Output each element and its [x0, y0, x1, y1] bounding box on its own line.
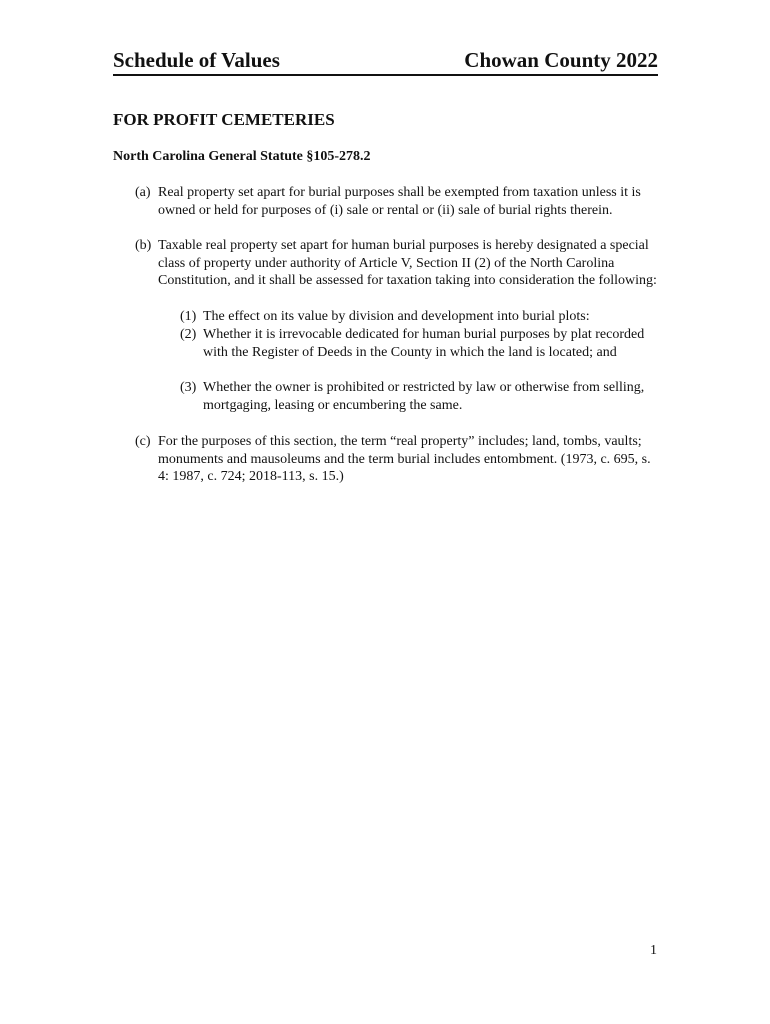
paragraph-b [135, 237, 660, 290]
paragraph-text: For the purposes of this section, the term “real property” includes; land, tombs, vaults; monuments and mausoleums and the term burial includes entombment. (1973, c. 695, s. 4: 1987, c. 724; 2018-113, s. 15.) [158, 434, 651, 485]
paragraph-text: Real property set apart for burial purposes shall be exempted from taxation unless it is owned or held for purposes of (i) sale or rental or (ii) sale of burial rights therein. [158, 185, 641, 218]
header-title-right: Chowan County 2022 [464, 48, 658, 72]
list-item-marker: (3) [180, 380, 197, 395]
paragraph-marker: (b) [135, 238, 152, 253]
section-title: FOR PROFIT CEMETERIES [113, 110, 335, 129]
page-number: 1 [650, 943, 657, 958]
list-item-text: Whether the owner is prohibited or restricted by law or otherwise from selling, mortgaging, leasing or encumbering the same. [203, 380, 645, 413]
paragraph-c [135, 433, 660, 486]
list-item-text: Whether it is irrevocable dedicated for human burial purposes by plat recorded with the Register of Deeds in the County in which the land is located; and [203, 327, 645, 360]
list-item-2 [180, 326, 650, 361]
page-header [113, 46, 658, 76]
paragraph-a [135, 184, 660, 219]
list-item-3 [180, 379, 650, 414]
statute-reference: North Carolina General Statute §105-278.2 [113, 149, 371, 164]
list-item-1 [180, 308, 650, 326]
list-item-text: The effect on its value by division and development into burial plots: [203, 309, 590, 324]
header-title-left: Schedule of Values [113, 48, 280, 72]
paragraph-marker: (a) [135, 185, 151, 200]
list-item-marker: (1) [180, 309, 197, 324]
list-item-marker: (2) [180, 327, 197, 342]
paragraph-text: Taxable real property set apart for human burial purposes is hereby designated a special class of property under authority of Article V, Section II (2) of the North Carolina Constitution, and it shall be assessed for taxation taking into consideration the following: [158, 238, 657, 289]
paragraph-marker: (c) [135, 434, 151, 449]
